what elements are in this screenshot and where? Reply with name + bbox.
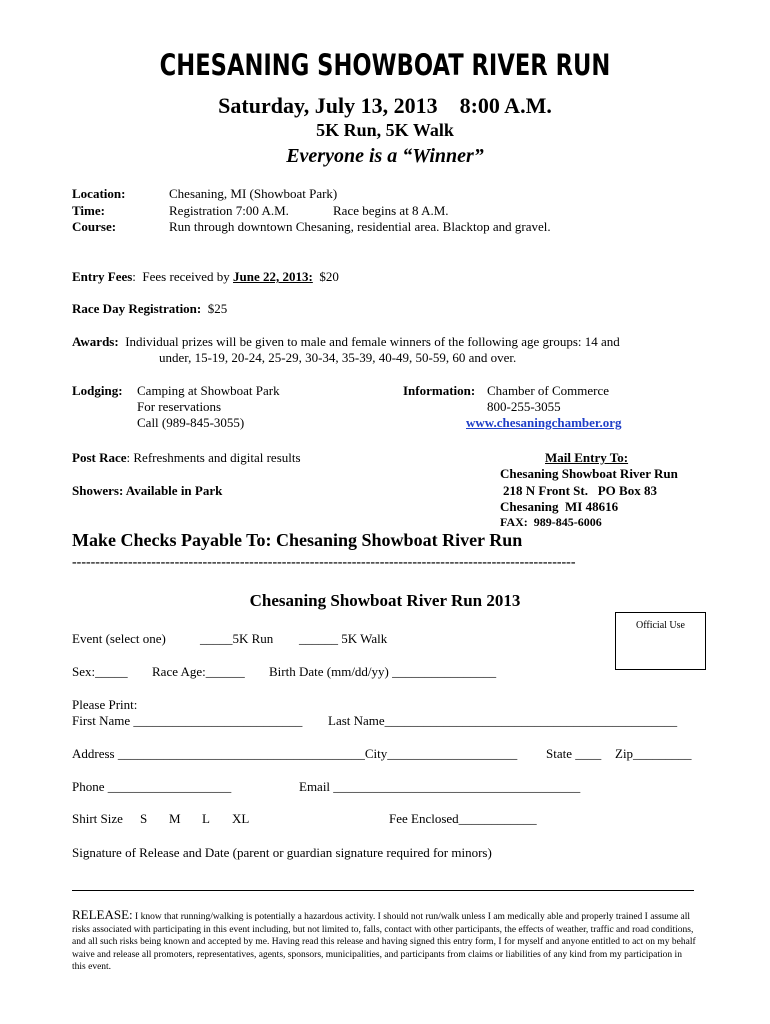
awards-label: Awards: [72, 334, 119, 349]
mail-entry-address: 218 N Front St. PO Box 83 [503, 483, 657, 498]
post-race-text: : Refreshments and digital results [126, 450, 301, 465]
birth-date-field[interactable]: Birth Date (mm/dd/yy) ________________ [269, 664, 497, 679]
course-value: Run through downtown Chesaning, residential area. Blacktop and gravel. [169, 219, 551, 234]
information-label: Information: [403, 383, 476, 398]
entry-fees-label: Entry Fees [72, 269, 133, 284]
address-city-field[interactable]: Address ______________________________________City____________________ [72, 746, 518, 761]
sex-field[interactable]: Sex:_____ [72, 664, 128, 679]
post-race [72, 450, 301, 466]
race-age-field[interactable]: Race Age:______ [152, 664, 245, 679]
official-use-box [615, 612, 706, 670]
shirt-size-s[interactable]: S [140, 811, 148, 826]
location-label: Location: [72, 186, 126, 201]
entry-fees-deadline: June 22, 2013: [233, 269, 313, 284]
time-race: Race begins at 8 A.M. [333, 203, 449, 218]
signature-line[interactable] [72, 890, 694, 891]
lodging-line-3: Call (989-845-3055) [137, 415, 245, 430]
phone-field[interactable]: Phone ___________________ [72, 779, 232, 794]
state-field[interactable]: State ____ [546, 746, 602, 761]
lodging-line-2: For reservations [137, 399, 222, 414]
time-registration: Registration 7:00 A.M. [169, 203, 289, 218]
form-title: Chesaning Showboat River Run 2013 [249, 591, 521, 610]
please-print-label: Please Print: [72, 697, 138, 712]
event-5k-walk-option[interactable]: ______ 5K Walk [299, 631, 388, 646]
signature-label: Signature of Release and Date (parent or guardian signature required for minors) [72, 845, 492, 860]
shirt-size-xl[interactable]: XL [232, 811, 250, 826]
first-name-field[interactable]: First Name __________________________ [72, 713, 303, 728]
email-field[interactable]: Email ______________________________________ [299, 779, 581, 794]
lodging-label: Lodging: [72, 383, 123, 398]
mail-entry-city: Chesaning MI 48616 [500, 499, 619, 514]
release-body: I know that running/walking is potentially a hazardous activity. I should not run/walk unless I am medically able and properly trained I assume all risks associated with participating in this event including, but not limited to, falls, contact with other participants, the effects of weather, traffic and road conditions, and all such risks being known and accepted by me. Having read this release and having signed this entry form, I for myself and anyone entitled to act on my behalf waive and release all promoters, representatives, agents, sponsors, municipalities, and participants from claims or liabilities of any kind from my participation in this event. [72, 912, 696, 972]
cut-line: ------------------------------------------------------------------------------------------------------------ [72, 555, 576, 570]
page-title: CHESANING SHOWBOAT RIVER RUN [159, 48, 611, 82]
chamber-website-link[interactable]: www.chesaningchamber.org [466, 415, 622, 430]
information-phone: 800-255-3055 [487, 399, 561, 414]
shirt-size-l[interactable]: L [202, 811, 210, 826]
race-day-registration [72, 301, 227, 317]
release-text [72, 909, 697, 974]
tagline: Everyone is a “Winner” [286, 145, 484, 167]
mail-entry-fax: FAX: 989-845-6006 [500, 515, 602, 529]
post-race-label: Post Race [72, 450, 127, 465]
race-day-label: Race Day Registration: [72, 301, 202, 316]
event-5k-run-option[interactable]: _____5K Run [200, 631, 274, 646]
entry-fees [72, 269, 339, 285]
awards-line-2: under, 15-19, 20-24, 25-29, 30-34, 35-39, 40-49, 50-59, 60 and over. [159, 350, 517, 365]
time-label: Time: [72, 203, 105, 218]
zip-field[interactable]: Zip_________ [615, 746, 692, 761]
lodging-line-1: Camping at Showboat Park [137, 383, 280, 398]
event-date: Saturday, July 13, 2013 8:00 A.M. [218, 93, 552, 118]
release-label: RELEASE: [72, 907, 133, 922]
entry-fees-text: : Fees received by [132, 269, 234, 284]
awards-line-1 [72, 334, 620, 350]
fee-enclosed-field[interactable]: Fee Enclosed____________ [389, 811, 537, 826]
course-label: Course: [72, 219, 117, 234]
official-use-label: Official Use [636, 620, 685, 631]
location-value: Chesaning, MI (Showboat Park) [169, 186, 338, 201]
event-types: 5K Run, 5K Walk [316, 120, 454, 140]
information-org: Chamber of Commerce [487, 383, 610, 398]
last-name-field[interactable]: Last Name_____________________________________________ [328, 713, 678, 728]
shirt-size-m[interactable]: M [169, 811, 181, 826]
race-day-amount: $25 [207, 301, 228, 316]
entry-fees-amount: $20 [312, 269, 339, 284]
awards-text-1: Individual prizes will be given to male and female winners of the following age groups: 14 and [125, 334, 620, 349]
showers-info: Showers: Available in Park [72, 483, 223, 498]
checks-payable: Make Checks Payable To: Chesaning Showboat River Run [72, 530, 523, 550]
event-select-label: Event (select one) [72, 631, 166, 646]
mail-entry-name: Chesaning Showboat River Run [500, 466, 678, 481]
shirt-size-label: Shirt Size [72, 811, 123, 826]
mail-entry-heading: Mail Entry To: [545, 450, 629, 465]
